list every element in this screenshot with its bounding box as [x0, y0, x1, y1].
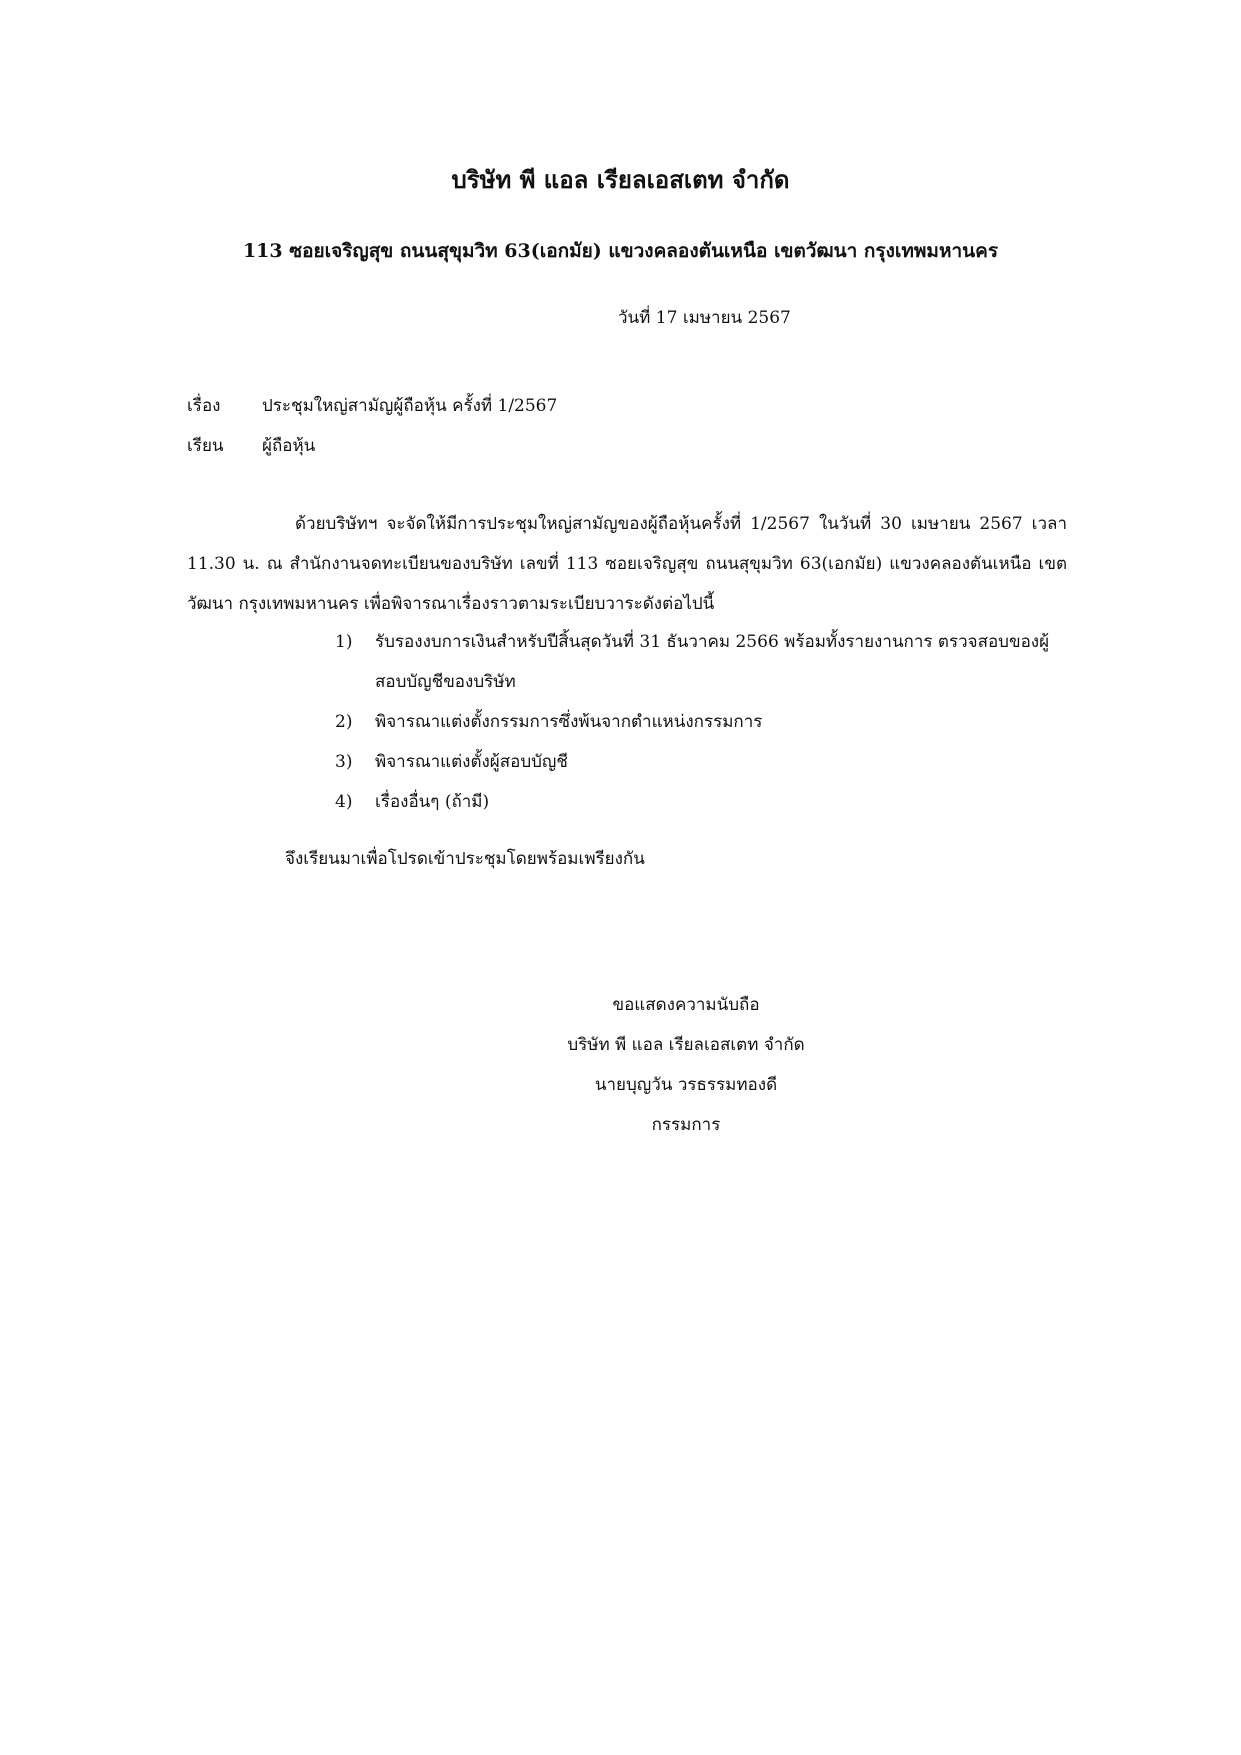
company-address: 113 ซอยเจริญสุข ถนนสุขุมวิท 63(เอกมัย) แขวงคลองตันเหนือ เขตวัฒนา กรุงเทพมหานคร	[242, 240, 999, 262]
agenda-item-text: พิจารณาแต่งตั้งกรรมการซึ่งพ้นจากตำแหน่งกรรมการ	[375, 712, 763, 732]
signature-block	[486, 985, 886, 1145]
body-paragraph-text: ด้วยบริษัทฯ จะจัดให้มีการประชุมใหญ่สามัญของผู้ถือหุ้นครั้งที่ 1/2567 ในวันที่ 30 เมษายน 2567 เวลา 11.30 น. ณ สำนักงานจดทะเบียนของบริษัท เลขที่ 113 ซอยเจริญสุข ถนนสุขุมวิท 63(เอกมัย) แขวงคลองตันเหนือ เขตวัฒนา กรุงเทพมหานคร เพื่อพิจารณาเรื่องราวตามระเบียบวาระดังต่อไปนี้	[187, 514, 1067, 614]
agenda-item	[335, 702, 1075, 742]
agenda-item-number: 2)	[335, 712, 353, 732]
agenda-list	[335, 622, 1075, 822]
closing-sentence: จึงเรียนมาเพื่อโปรดเข้าประชุมโดยพร้อมเพรียงกัน	[285, 849, 645, 869]
company-title: บริษัท พี แอล เรียลเอสเตท จำกัด	[451, 165, 790, 194]
agenda-item-text: พิจารณาแต่งตั้งผู้สอบบัญชี	[375, 752, 568, 772]
agenda-item-number: 1)	[335, 632, 353, 652]
signatory-name: นายบุญวัน วรธรรมทองดี	[594, 1075, 778, 1095]
agenda-item-text: รับรองงบการเงินสำหรับปีสิ้นสุดวันที่ 31 ธันวาคม 2566 พร้อมทั้งรายงานการ ตรวจสอบของผู้สอบบัญชีของบริษัท	[375, 632, 1050, 692]
agenda-item	[335, 742, 1075, 782]
document-date: วันที่ 17 เมษายน 2567	[618, 308, 791, 328]
recipient-label: เรียน	[187, 436, 224, 456]
subject-label: เรื่อง	[187, 396, 221, 416]
recipient-value: ผู้ถือหุ้น	[262, 436, 316, 456]
agenda-item-number: 3)	[335, 752, 353, 772]
body-paragraph	[187, 504, 1067, 624]
regards-line: ขอแสดงความนับถือ	[612, 995, 760, 1015]
subject-value: ประชุมใหญ่สามัญผู้ถือหุ้น ครั้งที่ 1/2567	[262, 396, 558, 416]
agenda-item-number: 4)	[335, 792, 353, 812]
agenda-item	[335, 622, 1075, 702]
agenda-item	[335, 782, 1075, 822]
signatory-position: กรรมการ	[651, 1115, 721, 1135]
recipient-row	[187, 432, 315, 459]
agenda-item-text: เรื่องอื่นๆ (ถ้ามี)	[375, 792, 490, 812]
signature-company: บริษัท พี แอล เรียลเอสเตท จำกัด	[567, 1035, 805, 1055]
subject-row	[187, 392, 557, 419]
